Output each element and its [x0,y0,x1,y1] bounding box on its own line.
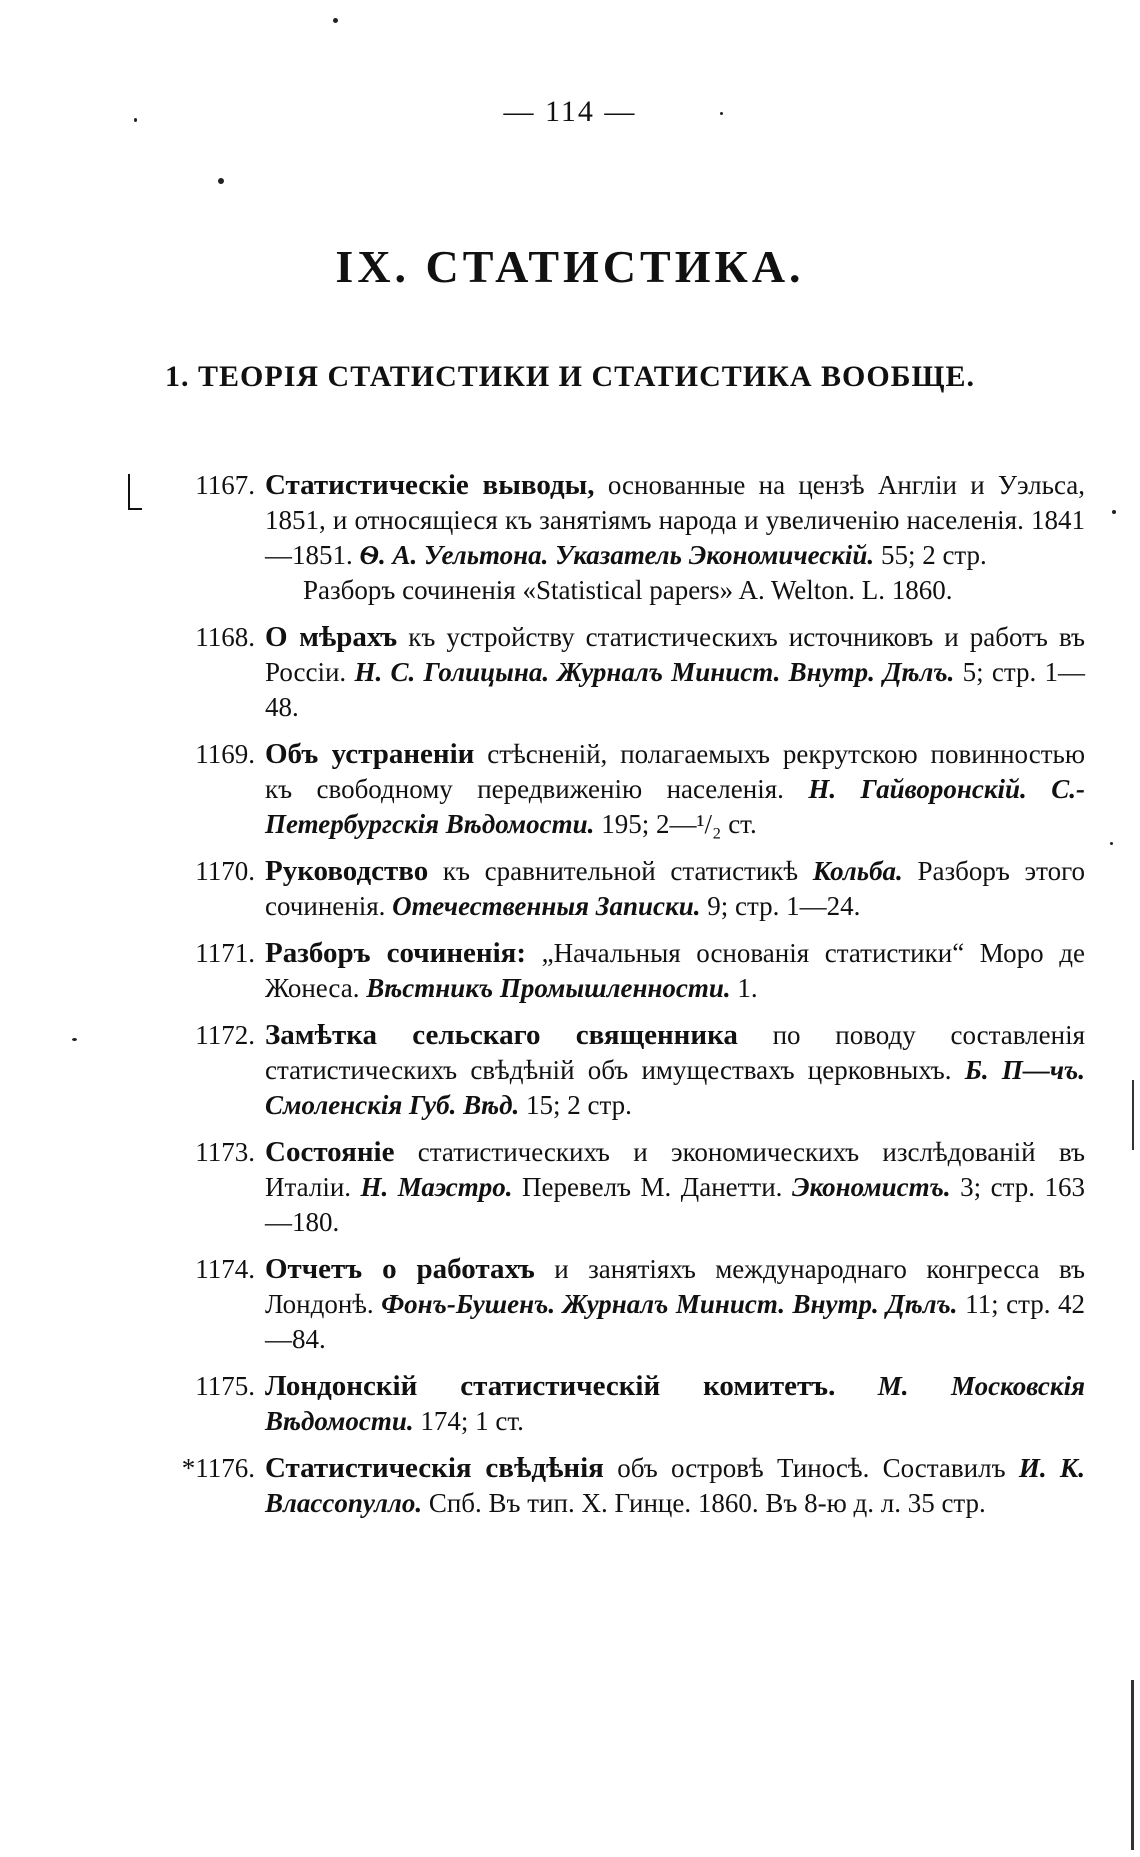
entry-note: Разборъ сочиненія «Statistical papers» A. Welton. L. 1860. [303,575,953,605]
entry-source: Ѳ. А. Уельтона. Указатель Экономическій. [359,540,875,570]
entry-1167 [150,468,1085,608]
entry-author: Н. Маэстро. [360,1172,513,1202]
entry-number: 1173. [195,1137,255,1167]
margin-bracket-mark [128,474,142,510]
page-edge-line [1132,1080,1134,1150]
entry-1173 [150,1135,1085,1240]
entry-number: 1171. [195,938,255,968]
entry-1168 [150,620,1085,725]
entry-text [835,1371,877,1401]
entry-heading: Разборъ сочиненія: [265,937,527,969]
entry-text: Перевелъ М. Данетти. [512,1172,792,1202]
entry-text: Разборъ этого сочиненія. [265,856,1085,921]
section-title: 1. ТЕОРІЯ СТАТИСТИКИ И СТАТИСТИКА ВООБЩЕ. [165,360,975,393]
entry-text: 55; 2 стр. [874,540,987,570]
entry-1169 [150,737,1085,842]
scan-speck [72,1038,77,1041]
entry-text: 5; стр. 1—48. [265,657,1085,722]
entry-number: 1170. [195,856,255,886]
entry-source: Н. С. Голицына. Журналъ Минист. Внутр. Дѣлъ. [354,657,955,687]
entry-text: 174; 1 ст. [413,1406,524,1436]
entry-text: къ сравнительной статистикѣ [428,856,813,886]
scan-speck [218,178,224,184]
page-number: — 114 — [503,95,637,128]
entry-text: 195; 2—¹/₂ ст. [594,809,757,839]
scan-speck [1110,842,1113,845]
entry-text: основанные на цензѣ Англіи и Уэльса, 1851, и относящіеся къ занятіямъ народа и увеличенію населенія. 1841—1851. [265,470,1085,570]
entry-1172 [150,1018,1085,1123]
entry-number: 1169. [195,739,255,769]
entry-text: 3; стр. 163—180. [265,1172,1085,1237]
entry-text: 11; стр. 42—84. [265,1289,1085,1354]
entry-text: къ устройству статистическихъ источниковъ и работъ въ Россіи. [265,622,1085,687]
entry-heading: Статистическія свѣдѣнія [265,1452,604,1484]
entry-text: 9; стр. 1—24. [700,891,861,921]
entry-1176 [150,1451,1085,1521]
entry-text: 1. [730,973,758,1003]
entry-number: 1167. [195,470,255,500]
chapter-title: IX. СТАТИСТИКА. [335,241,805,292]
entry-text: по поводу составленія статистическихъ свѣдѣній объ имуществахъ церковныхъ. [265,1020,1085,1085]
entry-text: статистическихъ и экономическихъ изслѣдованій въ Италіи. [265,1137,1085,1202]
entry-text: Спб. Въ тип. Х. Гинце. 1860. Въ 8-ю д. л. 35 стр. [422,1488,986,1518]
entry-heading: Состояніе [265,1136,395,1168]
entry-text: 15; 2 стр. [519,1090,632,1120]
entry-text: объ островѣ Тиносѣ. Составилъ [603,1453,1019,1483]
entry-heading: Статистическіе выводы, [265,469,595,501]
entry-number: 1172. [195,1020,255,1050]
entry-number: *1176. [181,1453,255,1483]
page-edge-line [1131,1680,1134,1850]
entry-heading: Замѣтка сельскаго священника [265,1019,738,1051]
entry-author: Кольба. [812,856,903,886]
entry-text: „Начальныя основанія статистики“ Моро де Жонеса. [265,938,1085,1003]
entry-number: 1175. [195,1371,255,1401]
entry-heading: Руководство [265,855,429,887]
entry-1175 [150,1369,1085,1439]
entry-text: стѣсненій, полагаемыхъ рекрутскою повинностью къ свободному передвиженію населенія. [265,739,1085,804]
entry-1174 [150,1252,1085,1357]
entry-author: И. К. Власcопулло. [265,1453,1085,1518]
entry-source: Б. П—чъ. Смоленскія Губ. Вѣд. [265,1055,1085,1120]
entry-source: М. Московскія Вѣдомости. [265,1371,1085,1436]
entry-source: Н. Гайворонскій. С.-Петербургскія Вѣдомости. [265,774,1085,839]
entry-source: Экономистъ. [791,1172,951,1202]
entry-heading: Объ устраненіи [265,738,475,770]
scan-speck [1112,510,1116,514]
entry-source: Отечественныя Записки. [392,891,701,921]
entry-heading: О мѣрахъ [265,621,398,653]
entry-heading: Лондонскій статистическій комитетъ. [265,1370,836,1402]
scan-speck [333,18,338,23]
bibliography-list [150,468,1085,1533]
entry-source: Фонъ-Бушенъ. Журналъ Минист. Внутр. Дѣлъ. [381,1289,958,1319]
scan-speck [720,112,723,115]
entry-1170 [150,854,1085,924]
entry-number: 1168. [195,622,255,652]
entry-heading: Отчетъ о работахъ [265,1253,535,1285]
entry-number: 1174. [195,1254,255,1284]
entry-1171 [150,936,1085,1006]
scan-speck [134,118,137,122]
entry-text: и занятіяхъ международнаго конгресса въ Лондонѣ. [265,1254,1085,1319]
entry-source: Вѣстникъ Промышленности. [366,973,731,1003]
